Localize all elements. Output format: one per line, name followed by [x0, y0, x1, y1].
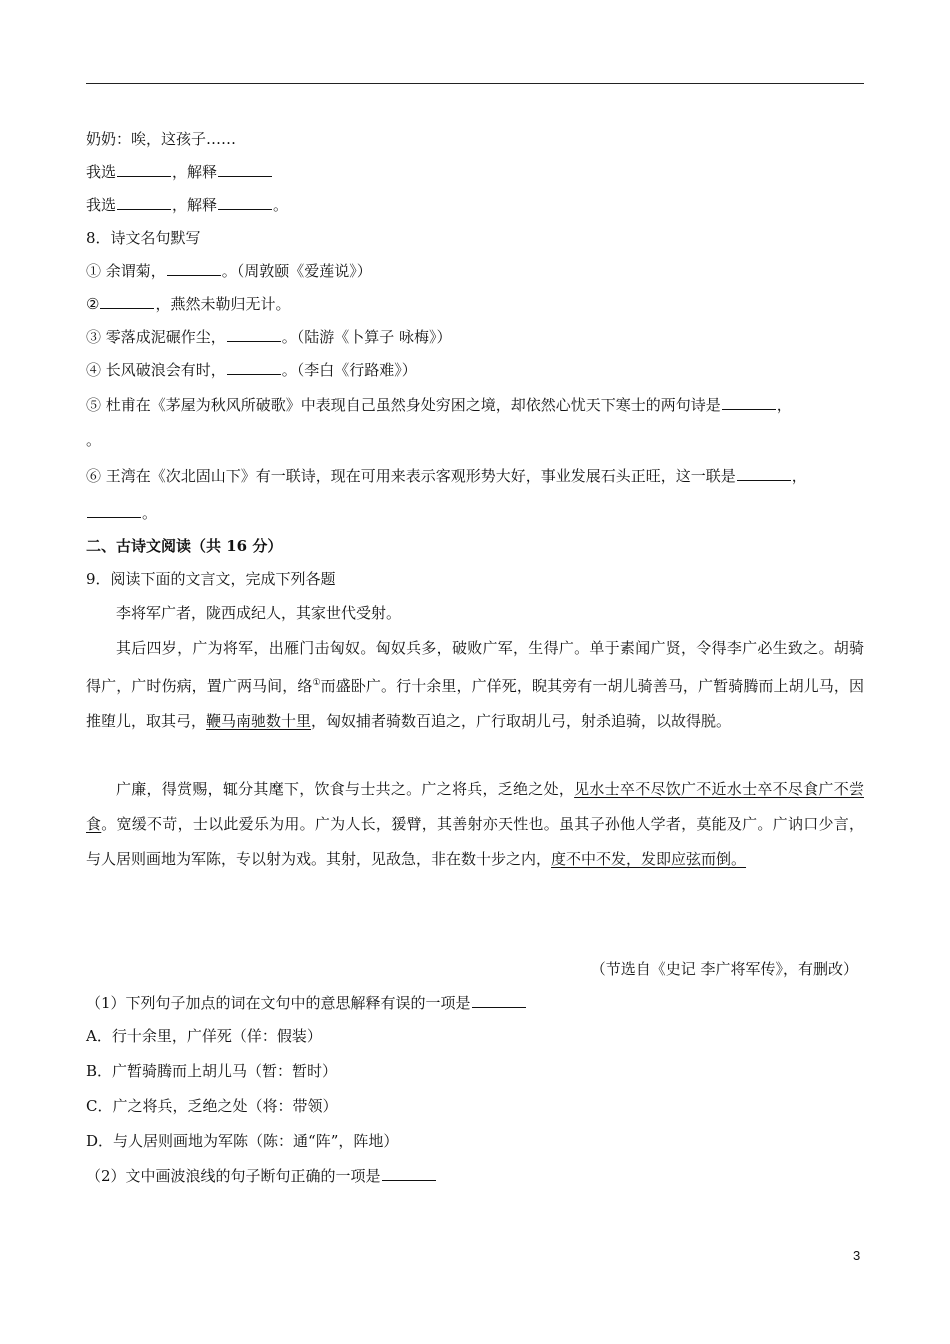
- passage-paragraph-1: 李将军广者，陇西成纪人，其家世代受射。: [116, 604, 402, 622]
- fill-blank[interactable]: [117, 195, 171, 210]
- fill-blank[interactable]: [227, 360, 281, 375]
- passage-text: ，匈奴捕者骑数百追之，广行取胡儿弓，射杀追骑，以故得脱。: [311, 712, 732, 730]
- choice-line-1: [86, 162, 273, 182]
- period: 。: [142, 504, 158, 522]
- option-a: A．行十余里，广佯死（佯：假装）: [86, 1027, 322, 1045]
- wavy-underlined-sentence: 见水士卒不尽饮广不近水士卒不尽食广不尝食: [86, 780, 864, 833]
- choose-label: 我选: [86, 163, 117, 181]
- underlined-sentence: 度不中不发，发即应弦而倒。: [551, 850, 747, 868]
- fill-blank[interactable]: [227, 327, 281, 342]
- underlined-sentence: 鞭马南驰数十里: [206, 712, 312, 730]
- passage-text: 而盛卧广。行十余里，广佯死，睨其旁有一胡儿骑善马，广暂骑腾而上胡儿马，因推堕儿，取其弓，: [86, 677, 864, 730]
- question-1-text: （1）下列句子加点的词在文句中的意思解释有误的一项是: [86, 994, 471, 1012]
- section-2-heading: 二、古诗文阅读（共 16 分）: [86, 537, 283, 555]
- comma: ，: [776, 396, 792, 414]
- q8-item-5: [86, 395, 792, 415]
- q8-item-1-text: ① 余谓菊，: [86, 262, 166, 280]
- footnote-mark: ①: [312, 678, 321, 688]
- period: 。: [273, 196, 289, 214]
- fill-blank[interactable]: [722, 395, 776, 410]
- q8-item-6-text: ⑥ 王湾在《次北固山下》有一联诗，现在可用来表示客观形势大好，事业发展石头正旺，这一联是: [86, 467, 736, 485]
- q8-item-2-text: ，燕然未勒归无计。: [155, 295, 291, 313]
- choice-line-2: [86, 195, 288, 215]
- q8-item-3-text: ③ 零落成泥碾作尘，: [86, 328, 226, 346]
- q8-item-4-source: 。（李白《行路难》）: [281, 361, 417, 379]
- passage-text: 其后四岁，广为将军，出雁门击匈奴。匈奴兵多，破败广军，生得广。单于素闻广贤，令得李广必生致之。胡骑得广，广时伤病，置广两马间，络: [86, 639, 864, 695]
- passage-source: （节选自《史记 李广将军传》，有删改）: [590, 960, 858, 978]
- answer-blank[interactable]: [472, 993, 526, 1008]
- fill-blank[interactable]: [167, 261, 221, 276]
- q8-item-5-end: 。: [86, 431, 102, 449]
- passage-text: 广廉，得赏赐，辄分其麾下，饮食与士共之。广之将兵，乏绝之处，: [116, 780, 575, 798]
- option-b: B．广暂骑腾而上胡儿马（暂：暂时）: [86, 1062, 338, 1080]
- q8-item-5-text: ⑤ 杜甫在《茅屋为秋风所破歌》中表现自己虽然身处穷困之境，却依然心忧天下寒士的两句诗是: [86, 396, 721, 414]
- option-c: C．广之将兵，乏绝之处（将：带领）: [86, 1097, 338, 1115]
- choose-label: 我选: [86, 196, 117, 214]
- grandma-line: 奶奶：唉，这孩子……: [86, 130, 237, 148]
- fill-blank[interactable]: [218, 195, 272, 210]
- option-d: D．与人居则画地为军陈（陈：通“阵”，阵地）: [86, 1132, 399, 1150]
- q8-item-6: [86, 466, 807, 486]
- explain-label: ，解释: [172, 196, 218, 214]
- passage-text: 。宽缓不苛，士以此爱乐为用。广为人长，猨臂，其善射亦天性也。虽其子孙他人学者，莫能及广。广讷口少言，与人居则画地为军陈，专以射为戏。其射，见敌急，非在数十步之内，: [86, 815, 864, 868]
- q8-item-2-num: ②: [86, 295, 100, 313]
- answer-blank[interactable]: [382, 1166, 436, 1181]
- q9-title: 9．阅读下面的文言文，完成下列各题: [86, 570, 336, 588]
- q8-item-4: [86, 360, 417, 380]
- q8-title: 8．诗文名句默写: [86, 229, 201, 247]
- header-rule: [86, 83, 864, 84]
- fill-blank[interactable]: [87, 503, 141, 518]
- fill-blank[interactable]: [737, 466, 791, 481]
- explain-label: ，解释: [172, 163, 218, 181]
- q8-item-3: [86, 327, 452, 347]
- comma: ，: [791, 467, 807, 485]
- question-2: [86, 1166, 437, 1186]
- passage-paragraph-2: [86, 631, 864, 739]
- question-2-text: （2）文中画波浪线的句子断句正确的一项是: [86, 1167, 381, 1185]
- q8-item-1-source: 。（周敦颐《爱莲说》）: [221, 262, 372, 280]
- q8-item-4-text: ④ 长风破浪会有时，: [86, 361, 226, 379]
- question-1: [86, 993, 527, 1013]
- q8-item-2: [86, 294, 290, 314]
- q8-item-3-source: 。（陆游《卜算子 咏梅》）: [281, 328, 452, 346]
- q8-item-1: [86, 261, 372, 281]
- page-number: 3: [853, 1248, 861, 1263]
- fill-blank[interactable]: [100, 294, 154, 309]
- fill-blank[interactable]: [218, 162, 272, 177]
- q8-item-6-end: [86, 503, 157, 523]
- fill-blank[interactable]: [117, 162, 171, 177]
- passage-paragraph-3: [86, 772, 864, 877]
